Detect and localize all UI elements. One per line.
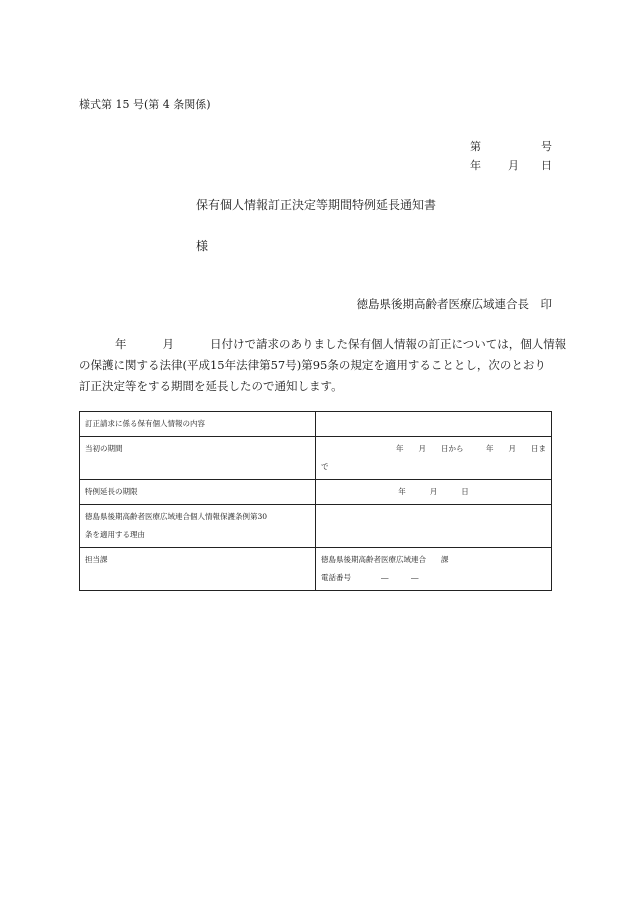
table-value-department <box>316 548 552 591</box>
reason-label-line-2: 条を適用する理由 <box>85 530 145 539</box>
issue-number-suffix: 号 <box>541 140 552 153</box>
phone-number: 電話番号 ― ― <box>321 573 419 582</box>
document-title: 保有個人情報訂正決定等期間特例延長通知書 <box>196 198 437 212</box>
table-value-reason <box>316 505 552 548</box>
original-period-line-1: 年 月 日から 年 月 日ま <box>396 444 546 453</box>
body-month: 月 <box>162 337 174 351</box>
issue-date <box>470 157 552 173</box>
original-period-line-2: で <box>321 462 329 471</box>
issue-number <box>470 138 552 154</box>
table-row <box>80 412 552 437</box>
body-line-2: の保護に関する法律(平成15年法律第57号)第95条の規定を適用することとし，次のとおり <box>79 358 546 372</box>
body-line-3: 訂正決定等をする期間を延長したので通知します。 <box>79 379 343 393</box>
reason-label-line-1: 徳島県後期高齢者医療広域連合個人情報保護条例第30 <box>85 512 268 521</box>
table-label-original-period: 当初の期間 <box>80 437 316 480</box>
date-year: 年 <box>470 159 481 172</box>
extension-day: 日 <box>461 487 469 496</box>
table-value-extension-deadline <box>316 480 552 505</box>
table-label-reason <box>80 505 316 548</box>
issue-number-prefix: 第 <box>470 140 481 153</box>
table-row <box>80 548 552 591</box>
department-name: 徳島県後期高齢者医療広域連合 課 <box>321 555 449 564</box>
table-label-extension-deadline: 特例延長の期限 <box>80 480 316 505</box>
form-number: 様式第 15 号(第 4 条関係) <box>79 98 211 111</box>
table-label-content: 訂正請求に係る保有個人情報の内容 <box>80 412 316 437</box>
extension-year: 年 <box>398 487 406 496</box>
details-table <box>79 411 552 591</box>
date-month: 月 <box>508 159 519 172</box>
sender: 徳島県後期高齢者医療広域連合長 印 <box>356 297 552 311</box>
table-row <box>80 505 552 548</box>
body-year: 年 <box>115 337 127 351</box>
date-day: 日 <box>541 159 552 172</box>
table-row <box>80 437 552 480</box>
table-value-content <box>316 412 552 437</box>
table-row <box>80 480 552 505</box>
addressee: 様 <box>196 239 209 253</box>
extension-month: 月 <box>429 487 438 496</box>
table-label-department: 担当課 <box>80 548 316 591</box>
body-line-1 <box>79 334 567 355</box>
body-text <box>79 334 567 397</box>
table-value-original-period <box>316 437 552 480</box>
body-line-1-rest: 日付けで請求のありました保有個人情報の訂正については，個人情報 <box>210 337 567 351</box>
